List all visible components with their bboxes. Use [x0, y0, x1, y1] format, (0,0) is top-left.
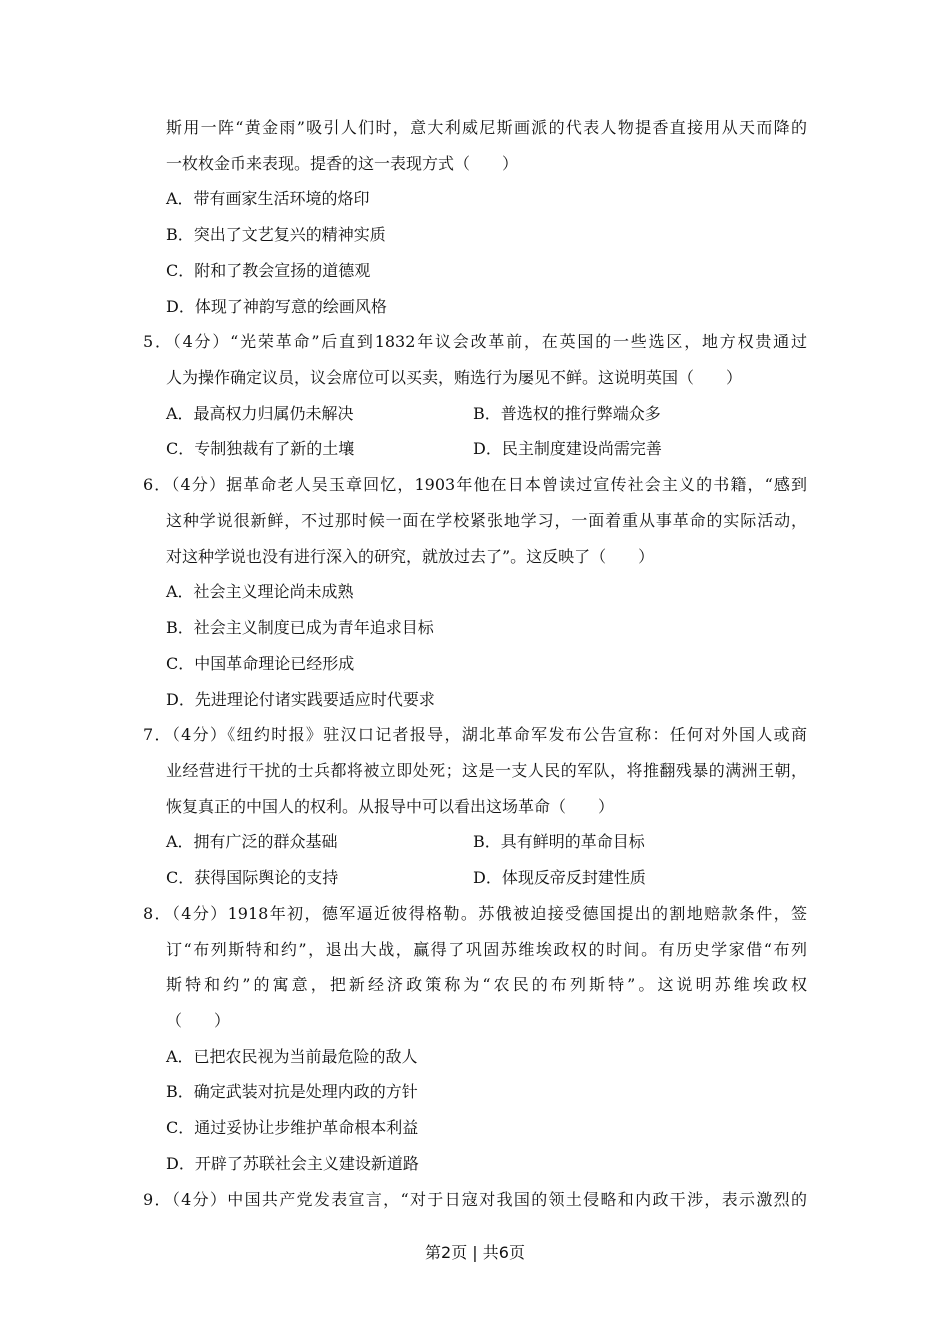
- question-5: [143, 324, 807, 467]
- option-a: A．已把农民视为当前最危险的敌人: [166, 1046, 418, 1066]
- option-b: B．突出了文艺复兴的精神实质: [166, 225, 386, 245]
- option-c: C．获得国际舆论的支持: [166, 868, 339, 888]
- question-stem-line: 9．（4分）中国共产党发表宣言，“对于日寇对我国的领土侵略和内政干涉，表示激烈的: [143, 1189, 807, 1209]
- question-stem-line: 一枚枚金币来表现。提香的这一表现方式（ ）: [166, 153, 519, 173]
- question-stem-line: 对这种学说也没有进行深入的研究，就放过去了”。这反映了（ ）: [166, 546, 655, 566]
- question-stem-line: （ ）: [166, 1010, 231, 1030]
- option-c: C．中国革命理论已经形成: [166, 653, 355, 673]
- question-6: [143, 467, 807, 717]
- page-content: [143, 110, 807, 1217]
- question-stem-line: 订“布列斯特和约”，退出大战，赢得了巩固苏维埃政权的时间。有历史学家借“布列: [166, 939, 807, 959]
- question-stem-line: 业经营进行干扰的士兵都将被立即处死；这是一支人民的军队，将推翻残暴的满洲王朝，: [166, 760, 807, 780]
- question-stem-line: 6．（4分）据革命老人吴玉章回忆，1903年他在日本曾读过宣传社会主义的书籍，“感到: [143, 475, 807, 495]
- option-b: B．确定武装对抗是处理内政的方针: [166, 1082, 418, 1102]
- option-c: C．通过妥协让步维护革命根本利益: [166, 1118, 419, 1138]
- option-b: B．普选权的推行弊端众多: [473, 403, 661, 423]
- question-stem-line: 5．（4分）“光荣革命”后直到1832年议会改革前，在英国的一些选区，地方权贵通过: [143, 332, 807, 352]
- question-7: [143, 717, 807, 896]
- option-d: D．体现反帝反封建性质: [473, 868, 646, 888]
- option-b: B．社会主义制度已成为青年追求目标: [166, 618, 434, 638]
- question-stem-line: 斯用一阵“黄金雨”吸引人们时，意大利威尼斯画派的代表人物提香直接用从天而降的: [166, 118, 807, 137]
- option-a: A．社会主义理论尚未成熟: [166, 582, 354, 602]
- question-4: [143, 110, 807, 324]
- option-a: A．拥有广泛的群众基础: [166, 832, 338, 852]
- option-a: A．带有画家生活环境的烙印: [166, 189, 370, 209]
- option-d: D．民主制度建设尚需完善: [473, 439, 662, 459]
- option-d: D．开辟了苏联社会主义建设新道路: [166, 1153, 419, 1173]
- question-stem-line: 7．（4分）《纽约时报》驻汉口记者报导，湖北革命军发布公告宣称：任何对外国人或商: [143, 725, 807, 745]
- question-9: [143, 1182, 807, 1218]
- options-row: [143, 860, 807, 896]
- question-stem-line: 8．（4分）1918年初，德军逼近彼得格勒。苏俄被迫接受德国提出的割地赔款条件，签: [143, 903, 807, 923]
- options-row: [143, 824, 807, 860]
- option-c: C．附和了教会宣扬的道德观: [166, 260, 371, 280]
- options-row: [143, 396, 807, 432]
- question-8: [143, 896, 807, 1182]
- option-b: B．具有鲜明的革命目标: [473, 832, 645, 852]
- options-row: [143, 431, 807, 467]
- option-d: D．体现了神韵写意的绘画风格: [166, 296, 387, 316]
- question-stem-line: 恢复真正的中国人的权利。从报导中可以看出这场革命（ ）: [166, 796, 615, 816]
- question-stem-line: 人为操作确定议员，议会席位可以买卖，贿选行为屡见不鲜。这说明英国（ ）: [166, 368, 743, 388]
- question-stem-line: 斯特和约”的寓意，把新经济政策称为“农民的布列斯特”。这说明苏维埃政权: [166, 975, 807, 995]
- page-footer: 第2页 | 共6页: [425, 1243, 525, 1262]
- question-stem-line: 这种学说很新鲜，不过那时候一面在学校紧张地学习，一面着重从事革命的实际活动，: [166, 510, 807, 530]
- option-a: A．最高权力归属仍未解决: [166, 403, 354, 423]
- option-d: D．先进理论付诸实践要适应时代要求: [166, 689, 435, 709]
- option-c: C．专制独裁有了新的土壤: [166, 439, 355, 459]
